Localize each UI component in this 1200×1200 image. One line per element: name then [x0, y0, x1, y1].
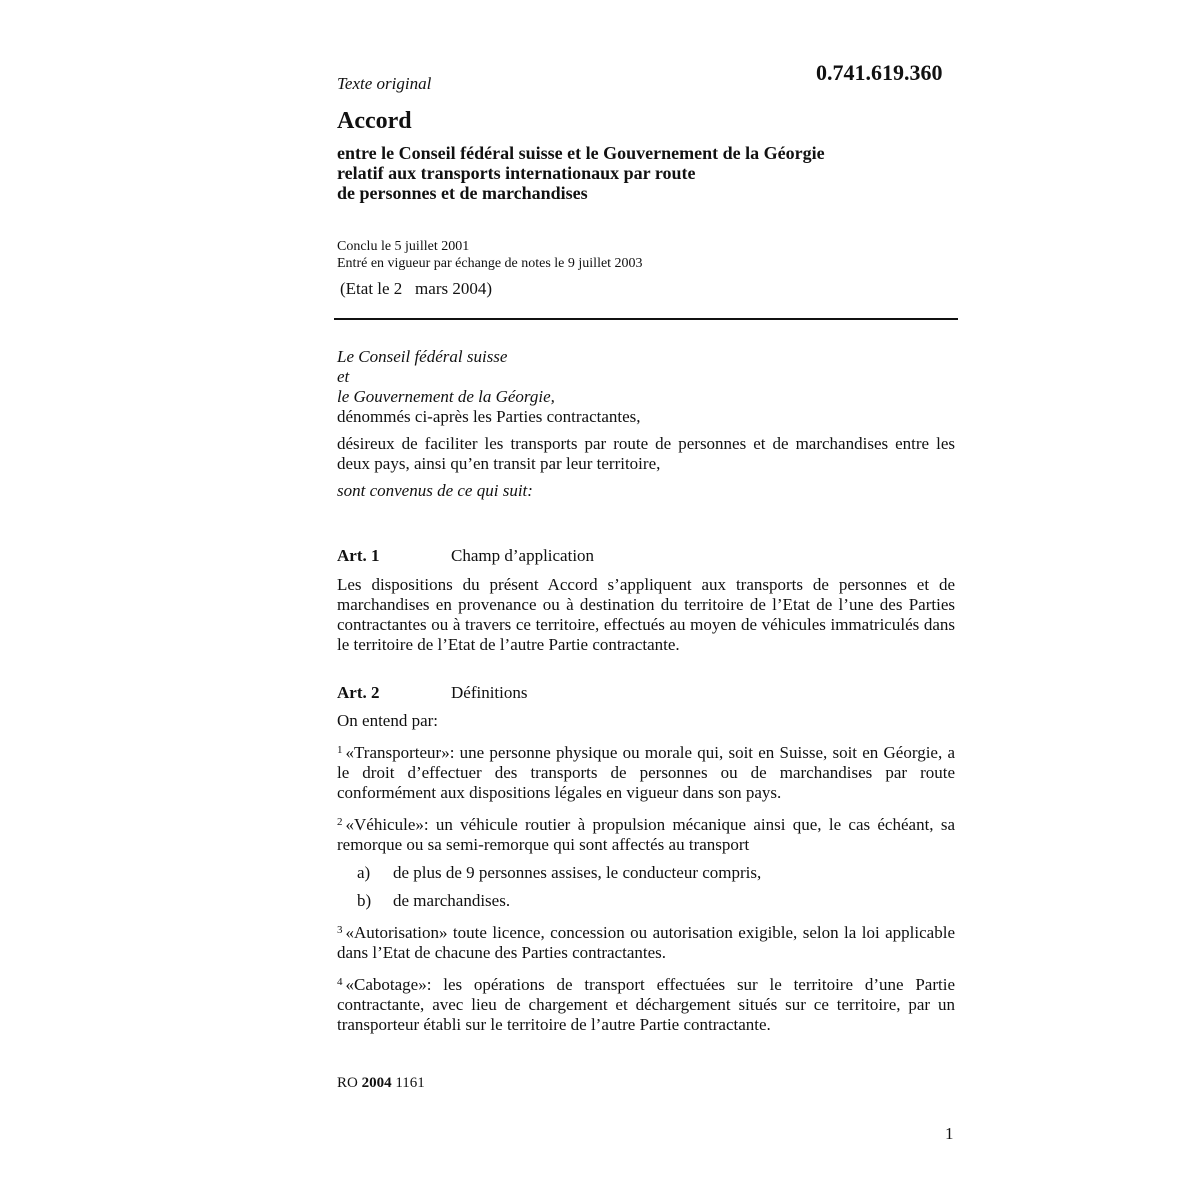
article-2-intro: On entend par: — [337, 711, 439, 730]
paragraph-3 — [337, 920, 955, 963]
official-compilation-reference — [337, 1075, 425, 1092]
article-2-heading — [337, 683, 528, 703]
list-item-text: de marchandises. — [393, 891, 511, 910]
article-1-heading — [337, 546, 594, 566]
ro-prefix: RO — [337, 1075, 358, 1091]
paragraph-4 — [337, 972, 955, 1035]
header-divider — [334, 318, 958, 320]
paragraph-text: «Véhicule»: un véhicule routier à propulsion mécanique ainsi que, le cas échéant, sa remorque ou sa semi-remorque qui sont affectés au transport — [337, 815, 955, 854]
article-2-number: Art. 2 — [337, 683, 380, 702]
list-item-letter: b) — [357, 891, 372, 910]
paragraph-text: «Autorisation» toute licence, concession ou autorisation exigible, selon la loi applicable dans l’Etat de chacune des Parties contractantes. — [337, 923, 955, 962]
desire-clause: désireux de faciliter les transports par route de personnes et de marchandises entre les deux pays, ainsi qu’en transit par leur territoire, — [337, 434, 955, 473]
article-1-title: Champ d’application — [451, 546, 595, 565]
ro-page: 1161 — [395, 1075, 425, 1091]
document-title: Accord — [337, 108, 412, 134]
agreed-clause: sont convenus de ce qui suit: — [337, 481, 533, 500]
page-number: 1 — [945, 1124, 954, 1143]
list-item-b — [337, 891, 955, 911]
document-meta — [337, 238, 643, 272]
preamble — [337, 347, 955, 501]
concluded-date: Conclu le 5 juillet 2001 — [337, 239, 470, 254]
document-subtitle — [337, 143, 825, 203]
article-2-title: Définitions — [451, 683, 528, 702]
status-date: (Etat le 2 mars 2004) — [340, 279, 493, 298]
article-1-number: Art. 1 — [337, 546, 380, 565]
paragraph-number: 3 — [337, 924, 343, 936]
list-item-a — [337, 863, 955, 883]
sr-number: 0.741.619.360 — [816, 60, 943, 85]
subtitle-line: relatif aux transports internationaux par route — [337, 163, 696, 183]
entry-into-force: Entré en vigueur par échange de notes le 9 juillet 2003 — [337, 256, 643, 271]
hereinafter-clause: dénommés ci-après les Parties contractantes, — [337, 407, 641, 426]
paragraph-1 — [337, 740, 955, 803]
paragraph-number: 1 — [337, 744, 343, 756]
paragraph-number: 4 — [337, 976, 343, 988]
paragraph-2 — [337, 812, 955, 855]
article-1-text: Les dispositions du présent Accord s’appliquent aux transports de personnes et de marchandises en provenance ou à destination du territoire de l’Etat de l’une des Parties contractantes ou à travers ce territoire, effectués au moyen de véhicules immatriculés dans le territoire de l’Etat de l’autre Partie contractante. — [337, 575, 955, 654]
subtitle-line: entre le Conseil fédéral suisse et le Gouvernement de la Géorgie — [337, 143, 825, 163]
list-item-letter: a) — [357, 863, 371, 882]
party-two: le Gouvernement de la Géorgie, — [337, 387, 555, 406]
ro-year: 2004 — [361, 1075, 392, 1091]
party-one: Le Conseil fédéral suisse — [337, 347, 508, 366]
original-text-label: Texte original — [337, 74, 432, 93]
conjunction: et — [337, 367, 350, 386]
article-2-body — [337, 711, 955, 1035]
paragraph-number: 2 — [337, 816, 343, 828]
subtitle-line: de personnes et de marchandises — [337, 183, 588, 203]
paragraph-text: «Cabotage»: les opérations de transport effectuées sur le territoire d’une Partie contractante, avec lieu de chargement et déchargement situés sur ce territoire, par un transporteur établi sur le territoire de l’autre Partie contractante. — [337, 975, 955, 1034]
paragraph-text: «Transporteur»: une personne physique ou morale qui, soit en Suisse, soit en Géorgie, a le droit d’effectuer des transports de personnes ou de marchandises par route conformément aux dispositions légales en vigueur dans son pays. — [337, 743, 955, 802]
list-item-text: de plus de 9 personnes assises, le conducteur compris, — [393, 863, 762, 882]
